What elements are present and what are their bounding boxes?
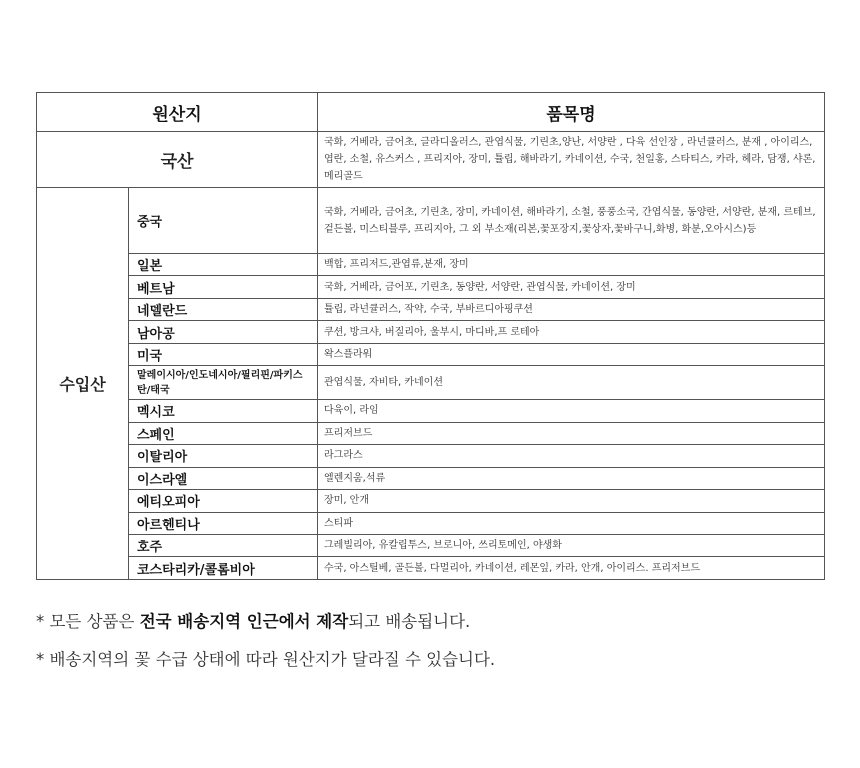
country-cell: 미국 [129,343,318,365]
table-row [37,445,825,467]
country-cell: 중국 [129,188,318,254]
items-cell: 쿠션, 방크샤, 버질리아, 울부시, 마디바,프 로테아 [318,321,825,343]
table-row [37,276,825,298]
table-row [37,490,825,512]
country-cell: 에티오피아 [129,490,318,512]
items-cell: 그레빌리아, 유칼립투스, 브로니아, 쓰리토메인, 야생화 [318,534,825,556]
items-cell: 관엽식물, 자비타, 카네이션 [318,366,825,400]
table-row [37,188,825,254]
imported-label: 수입산 [37,188,129,580]
table-header-row [37,93,825,132]
table-row [37,557,825,580]
country-cell: 말레이시아/인도네시아/필리핀/파키스탄/태국 [129,366,318,400]
country-cell: 호주 [129,534,318,556]
header-origin: 원산지 [37,93,318,132]
items-cell: 스티파 [318,512,825,534]
table-row [37,254,825,276]
items-cell: 국화, 거베라, 금어포, 기린초, 동양란, 서양란, 관엽식물, 카네이션, 장미 [318,276,825,298]
country-cell: 이스라엘 [129,467,318,489]
table-row [37,366,825,400]
table-row [37,400,825,422]
table-row [37,422,825,444]
country-cell: 스페인 [129,422,318,444]
items-cell: 왁스플라워 [318,343,825,365]
note-line-1 [36,608,495,646]
note-1-suffix: 되고 배송됩니다. [348,612,471,631]
table-row [37,534,825,556]
items-cell: 튤립, 라넌큘러스, 작약, 수국, 부바르디아핑쿠션 [318,298,825,320]
domestic-label: 국산 [37,132,318,188]
notes [36,608,495,684]
note-1-bold: 전국 배송지역 인근에서 제작 [139,612,349,631]
items-cell: 엘렌지움,석류 [318,467,825,489]
country-cell: 아르헨티나 [129,512,318,534]
items-cell: 프리저브드 [318,422,825,444]
items-cell: 장미, 안개 [318,490,825,512]
domestic-items: 국화, 거베라, 금어초, 글라디올러스, 관엽식물, 기린초,양난, 서양란 , 다육 선인장 , 라넌큘러스, 분재 , 아이리스, 엽란, 소철, 유스커스 , 프리지아, 장미, 튤립, 해바라기, 카네이션, 수국, 천일홍, 스타티스, 카라, 헤라, 담쟁, 샤론, 메리골드 [318,132,825,188]
table-row [37,321,825,343]
origin-table [36,92,825,580]
table-row [37,343,825,365]
country-cell: 네델란드 [129,298,318,320]
header-items: 품목명 [318,93,825,132]
country-cell: 멕시코 [129,400,318,422]
country-cell: 남아공 [129,321,318,343]
items-cell: 다육이, 라임 [318,400,825,422]
note-line-2: * 배송지역의 꽃 수급 상태에 따라 원산지가 달라질 수 있습니다. [36,650,496,669]
table-row-domestic [37,132,825,188]
country-cell: 코스타리카/콜롬비아 [129,557,318,580]
country-cell: 이탈리아 [129,445,318,467]
items-cell: 수국, 아스틸베, 골든볼, 다멀리아, 카네이션, 레몬잎, 카라, 안개, 아이리스. 프리저브드 [318,557,825,580]
items-cell: 국화, 거베라, 금어초, 기린초, 장미, 카네이션, 해바라기, 소철, 풍풍소국, 간엽식물, 동양란, 서양란, 분재, 르테브, 겉든볼, 미스티블루, 프리지아, 그 외 부소재(리본,꽃포장지,꽃상자,꽃바구니,화병, 화분,오아시스)등 [318,188,825,254]
country-cell: 베트남 [129,276,318,298]
table-row [37,512,825,534]
items-cell: 라그라스 [318,445,825,467]
country-cell: 일본 [129,254,318,276]
table-row [37,467,825,489]
table-row [37,298,825,320]
note-1-prefix: * 모든 상품은 [36,612,140,631]
origin-table-wrapper [36,92,824,580]
items-cell: 백합, 프리저드,관엽류,분재, 장미 [318,254,825,276]
